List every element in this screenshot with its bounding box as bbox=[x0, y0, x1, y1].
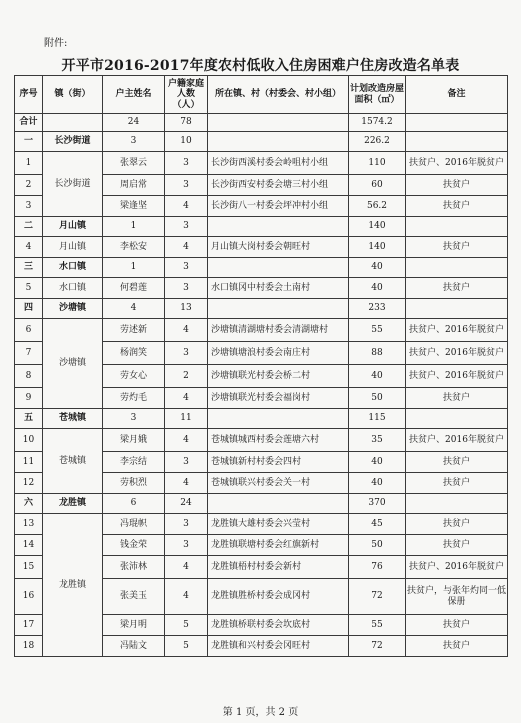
cell-name: 劳述新 bbox=[103, 319, 165, 342]
cell-location: 长沙街西溪村委会岭咀村小组 bbox=[208, 152, 349, 175]
cell-households: 3 bbox=[103, 132, 165, 152]
cell-area: 115 bbox=[349, 409, 406, 429]
cell-persons: 10 bbox=[165, 132, 208, 152]
cell-count: 3 bbox=[165, 535, 208, 556]
cell-location: 龙胜镇胜桥村委会成冈村 bbox=[208, 579, 349, 615]
cell-town: 月山镇 bbox=[43, 217, 103, 237]
cell-count: 2 bbox=[165, 365, 208, 388]
cell-count: 5 bbox=[165, 615, 208, 636]
cell-name: 梁月娥 bbox=[103, 429, 165, 452]
cell-households: 1 bbox=[103, 258, 165, 278]
total-row bbox=[15, 114, 508, 132]
col-location: 所在镇、村（村委会、村小组） bbox=[208, 76, 349, 114]
col-seq: 序号 bbox=[15, 76, 43, 114]
cell-town: 苍城镇 bbox=[43, 409, 103, 429]
cell-area: 50 bbox=[349, 388, 406, 409]
cell-note: 扶贫户、2016年脱贫户 bbox=[406, 152, 508, 175]
cell-note: 扶贫户、2016年脱贫户 bbox=[406, 365, 508, 388]
cell-count: 3 bbox=[165, 152, 208, 175]
cell-location: 龙胜镇梧村村委会新村 bbox=[208, 556, 349, 579]
total-note bbox=[406, 114, 508, 132]
cell-seq: 4 bbox=[15, 237, 43, 258]
cell-location: 沙塘镇清湖塘村委会清湖塘村 bbox=[208, 319, 349, 342]
cell-count: 4 bbox=[165, 237, 208, 258]
cell-location: 苍城镇城西村委会莲塘六村 bbox=[208, 429, 349, 452]
cell-persons: 3 bbox=[165, 217, 208, 237]
cell-area: 50 bbox=[349, 535, 406, 556]
cell-name: 张美玉 bbox=[103, 579, 165, 615]
table-row bbox=[15, 278, 508, 299]
table-row bbox=[15, 152, 508, 175]
cell-area: 110 bbox=[349, 152, 406, 175]
cell-name: 张翠云 bbox=[103, 152, 165, 175]
cell-note: 扶贫户 bbox=[406, 514, 508, 535]
cell-note: 扶贫户 bbox=[406, 535, 508, 556]
cell-note bbox=[406, 132, 508, 152]
cell-location: 月山镇大岗村委会朝旺村 bbox=[208, 237, 349, 258]
table-row bbox=[15, 429, 508, 452]
cell-town: 水口镇 bbox=[43, 278, 103, 299]
table-row bbox=[15, 319, 508, 342]
cell-name: 冯陆文 bbox=[103, 636, 165, 657]
cell-name: 梁月明 bbox=[103, 615, 165, 636]
cell-households: 4 bbox=[103, 299, 165, 319]
table-row bbox=[15, 237, 508, 258]
cell-seq: 9 bbox=[15, 388, 43, 409]
cell-seq: 二 bbox=[15, 217, 43, 237]
cell-count: 3 bbox=[165, 342, 208, 365]
cell-count: 3 bbox=[165, 175, 208, 196]
cell-area: 76 bbox=[349, 556, 406, 579]
cell-persons: 3 bbox=[165, 258, 208, 278]
cell-location: 龙胜镇联塘村委会红旗新村 bbox=[208, 535, 349, 556]
group-row bbox=[15, 258, 508, 278]
cell-persons: 13 bbox=[165, 299, 208, 319]
cell-count: 4 bbox=[165, 556, 208, 579]
cell-seq: 6 bbox=[15, 319, 43, 342]
cell-area: 140 bbox=[349, 237, 406, 258]
cell-note bbox=[406, 299, 508, 319]
cell-seq: 2 bbox=[15, 175, 43, 196]
cell-note: 扶贫户 bbox=[406, 237, 508, 258]
cell-seq: 一 bbox=[15, 132, 43, 152]
cell-area: 72 bbox=[349, 636, 406, 657]
cell-location: 长沙街西安村委会塘三村小组 bbox=[208, 175, 349, 196]
cell-count: 5 bbox=[165, 636, 208, 657]
table-header-row bbox=[15, 76, 508, 114]
cell-town: 沙塘镇 bbox=[43, 299, 103, 319]
total-town bbox=[43, 114, 103, 132]
cell-seq: 5 bbox=[15, 278, 43, 299]
cell-note: 扶贫户 bbox=[406, 388, 508, 409]
cell-location bbox=[208, 217, 349, 237]
total-location bbox=[208, 114, 349, 132]
cell-count: 3 bbox=[165, 278, 208, 299]
cell-seq: 六 bbox=[15, 494, 43, 514]
document-title: 开平市2016-2017年度农村低收入住房困难户住房改造名单表 bbox=[61, 58, 460, 74]
cell-count: 4 bbox=[165, 388, 208, 409]
cell-seq: 三 bbox=[15, 258, 43, 278]
group-row bbox=[15, 299, 508, 319]
cell-area: 370 bbox=[349, 494, 406, 514]
cell-seq: 3 bbox=[15, 196, 43, 217]
cell-count: 4 bbox=[165, 319, 208, 342]
cell-name: 李松安 bbox=[103, 237, 165, 258]
cell-name: 李宗结 bbox=[103, 452, 165, 473]
cell-seq: 14 bbox=[15, 535, 43, 556]
col-name: 户主姓名 bbox=[103, 76, 165, 114]
cell-count: 3 bbox=[165, 452, 208, 473]
attachment-label: 附件: bbox=[44, 38, 68, 49]
cell-area: 40 bbox=[349, 365, 406, 388]
cell-area: 35 bbox=[349, 429, 406, 452]
cell-area: 55 bbox=[349, 615, 406, 636]
group-row bbox=[15, 494, 508, 514]
cell-seq: 18 bbox=[15, 636, 43, 657]
table-row bbox=[15, 514, 508, 535]
cell-name: 劳灼毛 bbox=[103, 388, 165, 409]
cell-seq: 四 bbox=[15, 299, 43, 319]
group-row bbox=[15, 217, 508, 237]
cell-note: 扶贫户、2016年脱贫户 bbox=[406, 429, 508, 452]
total-area: 1574.2 bbox=[349, 114, 406, 132]
group-row bbox=[15, 132, 508, 152]
cell-seq: 17 bbox=[15, 615, 43, 636]
cell-note: 扶贫户，与张年灼同一低保册 bbox=[406, 579, 508, 615]
cell-seq: 8 bbox=[15, 365, 43, 388]
cell-location bbox=[208, 132, 349, 152]
cell-seq: 10 bbox=[15, 429, 43, 452]
cell-seq: 16 bbox=[15, 579, 43, 615]
cell-name: 何碧莲 bbox=[103, 278, 165, 299]
cell-town: 沙塘镇 bbox=[43, 319, 103, 409]
total-label: 合计 bbox=[15, 114, 43, 132]
cell-persons: 24 bbox=[165, 494, 208, 514]
cell-location bbox=[208, 299, 349, 319]
page-footer: 第 1 页，共 2 页 bbox=[222, 707, 299, 718]
cell-count: 4 bbox=[165, 473, 208, 494]
col-note: 备注 bbox=[406, 76, 508, 114]
cell-area: 45 bbox=[349, 514, 406, 535]
total-persons: 78 bbox=[165, 114, 208, 132]
cell-seq: 五 bbox=[15, 409, 43, 429]
cell-seq: 12 bbox=[15, 473, 43, 494]
cell-persons: 11 bbox=[165, 409, 208, 429]
cell-town: 龙胜镇 bbox=[43, 494, 103, 514]
cell-area: 88 bbox=[349, 342, 406, 365]
cell-name: 周启常 bbox=[103, 175, 165, 196]
cell-note: 扶贫户、2016年脱贫户 bbox=[406, 342, 508, 365]
cell-location bbox=[208, 409, 349, 429]
group-row bbox=[15, 409, 508, 429]
cell-note: 扶贫户 bbox=[406, 196, 508, 217]
cell-area: 55 bbox=[349, 319, 406, 342]
cell-town: 长沙街道 bbox=[43, 152, 103, 217]
cell-location bbox=[208, 494, 349, 514]
cell-note bbox=[406, 409, 508, 429]
cell-seq: 15 bbox=[15, 556, 43, 579]
housing-list-table bbox=[14, 75, 508, 657]
cell-note: 扶贫户 bbox=[406, 636, 508, 657]
cell-location: 苍城镇联兴村委会关一村 bbox=[208, 473, 349, 494]
col-town: 镇（街） bbox=[43, 76, 103, 114]
cell-town: 龙胜镇 bbox=[43, 514, 103, 657]
cell-area: 40 bbox=[349, 473, 406, 494]
cell-area: 56.2 bbox=[349, 196, 406, 217]
cell-location: 水口镇冈中村委会土南村 bbox=[208, 278, 349, 299]
cell-area: 233 bbox=[349, 299, 406, 319]
cell-area: 60 bbox=[349, 175, 406, 196]
cell-households: 1 bbox=[103, 217, 165, 237]
cell-note bbox=[406, 494, 508, 514]
cell-name: 冯琨帜 bbox=[103, 514, 165, 535]
cell-note: 扶贫户、2016年脱贫户 bbox=[406, 556, 508, 579]
cell-name: 杨润笑 bbox=[103, 342, 165, 365]
cell-note bbox=[406, 217, 508, 237]
cell-area: 226.2 bbox=[349, 132, 406, 152]
cell-location: 沙塘镇联光村委会福岗村 bbox=[208, 388, 349, 409]
cell-note: 扶贫户、2016年脱贫户 bbox=[406, 319, 508, 342]
cell-households: 3 bbox=[103, 409, 165, 429]
cell-location: 苍城镇新村村委会四村 bbox=[208, 452, 349, 473]
cell-location: 沙塘镇塘浪村委会南庄村 bbox=[208, 342, 349, 365]
cell-town: 苍城镇 bbox=[43, 429, 103, 494]
cell-name: 梁逢坚 bbox=[103, 196, 165, 217]
cell-seq: 11 bbox=[15, 452, 43, 473]
cell-location: 龙胜镇桥联村委会坎底村 bbox=[208, 615, 349, 636]
cell-area: 40 bbox=[349, 452, 406, 473]
cell-location: 龙胜镇大雄村委会兴莹村 bbox=[208, 514, 349, 535]
cell-seq: 1 bbox=[15, 152, 43, 175]
cell-note: 扶贫户 bbox=[406, 615, 508, 636]
cell-count: 4 bbox=[165, 429, 208, 452]
col-area: 计划改造房屋面积（㎡） bbox=[349, 76, 406, 114]
cell-count: 3 bbox=[165, 514, 208, 535]
cell-name: 劳女心 bbox=[103, 365, 165, 388]
cell-location bbox=[208, 258, 349, 278]
cell-name: 钱金荣 bbox=[103, 535, 165, 556]
cell-households: 6 bbox=[103, 494, 165, 514]
cell-location: 长沙街八一村委会坪冲村小组 bbox=[208, 196, 349, 217]
cell-name: 张沛林 bbox=[103, 556, 165, 579]
cell-area: 140 bbox=[349, 217, 406, 237]
cell-location: 沙塘镇联光村委会桥二村 bbox=[208, 365, 349, 388]
cell-seq: 13 bbox=[15, 514, 43, 535]
cell-count: 4 bbox=[165, 579, 208, 615]
total-households: 24 bbox=[103, 114, 165, 132]
cell-seq: 7 bbox=[15, 342, 43, 365]
cell-area: 40 bbox=[349, 278, 406, 299]
cell-town: 水口镇 bbox=[43, 258, 103, 278]
cell-town: 长沙街道 bbox=[43, 132, 103, 152]
cell-location: 龙胜镇和兴村委会冈旺村 bbox=[208, 636, 349, 657]
cell-area: 72 bbox=[349, 579, 406, 615]
cell-count: 4 bbox=[165, 196, 208, 217]
cell-name: 劳积烈 bbox=[103, 473, 165, 494]
cell-town: 月山镇 bbox=[43, 237, 103, 258]
col-count: 户籍家庭人数（人） bbox=[165, 76, 208, 114]
cell-note: 扶贫户 bbox=[406, 473, 508, 494]
cell-note: 扶贫户 bbox=[406, 278, 508, 299]
cell-area: 40 bbox=[349, 258, 406, 278]
cell-note: 扶贫户 bbox=[406, 452, 508, 473]
cell-note bbox=[406, 258, 508, 278]
cell-note: 扶贫户 bbox=[406, 175, 508, 196]
